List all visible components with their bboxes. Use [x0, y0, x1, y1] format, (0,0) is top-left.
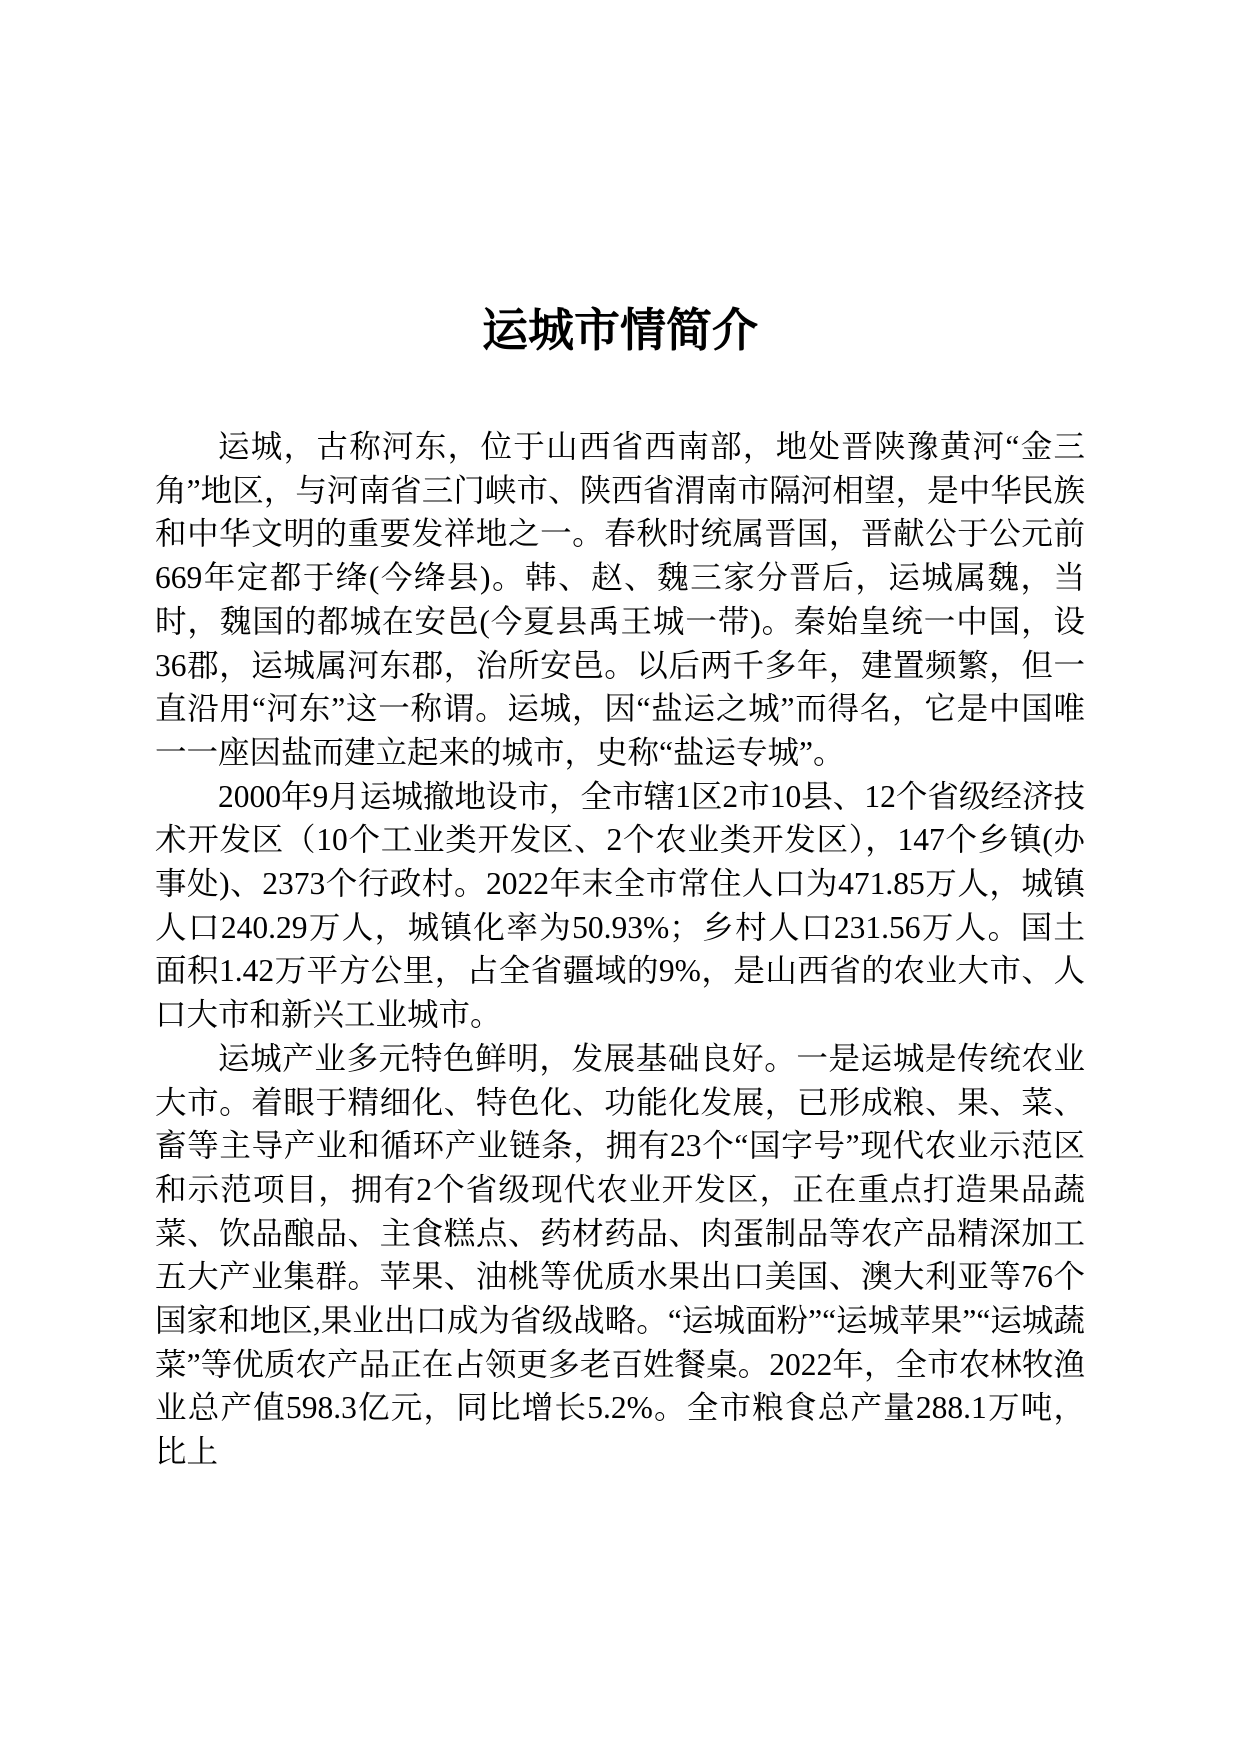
paragraph-administration: 2000年9月运城撤地设市，全市辖1区2市10县、12个省级经济技术开发区（10个工业类开发区、2个农业类开发区），147个乡镇(办事处)、2373个行政村。2022年末全市常住人口为471.85万人，城镇人口240.29万人，城镇化率为50.93%；乡村人口231.56万人。国土面积1.42万平方公里，占全省疆域的9%，是山西省的农业大市、人口大市和新兴工业城市。	[155, 778, 1085, 1033]
page-title: 运城市情简介	[482, 303, 758, 357]
paragraph-history: 运城，古称河东，位于山西省西南部，地处晋陕豫黄河“金三角”地区，与河南省三门峡市、陕西省渭南市隔河相望，是中华民族和中华文明的重要发祥地之一。春秋时统属晋国，晋献公于公元前669年定都于绛(今绛县)。韩、赵、魏三家分晋后，运城属魏，当时，魏国的都城在安邑(今夏县禹王城一带)。秦始皇统一中国，设36郡，运城属河东郡，治所安邑。以后两千多年，建置频繁，但一直沿用“河东”这一称谓。运城，因“盐运之城”而得名，它是中国唯一一座因盐而建立起来的城市，史称“盐运专城”。	[155, 429, 1085, 770]
document-body	[155, 425, 1085, 1474]
paragraph-industry: 运城产业多元特色鲜明，发展基础良好。一是运城是传统农业大市。着眼于精细化、特色化、功能化发展，已形成粮、果、菜、畜等主导产业和循环产业链条，拥有23个“国字号”现代农业示范区和示范项目，拥有2个省级现代农业开发区，正在重点打造果品蔬菜、饮品酿品、主食糕点、药材药品、肉蛋制品等农产品精深加工五大产业集群。苹果、油桃等优质水果出口美国、澳大利亚等76个国家和地区,果业出口成为省级战略。“运城面粉”“运城苹果”“运城蔬菜”等优质农产品正在占领更多老百姓餐桌。2022年，全市农林牧渔业总产值598.3亿元，同比增长5.2%。全市粮食总产量288.1万吨，比上	[155, 1040, 1085, 1470]
